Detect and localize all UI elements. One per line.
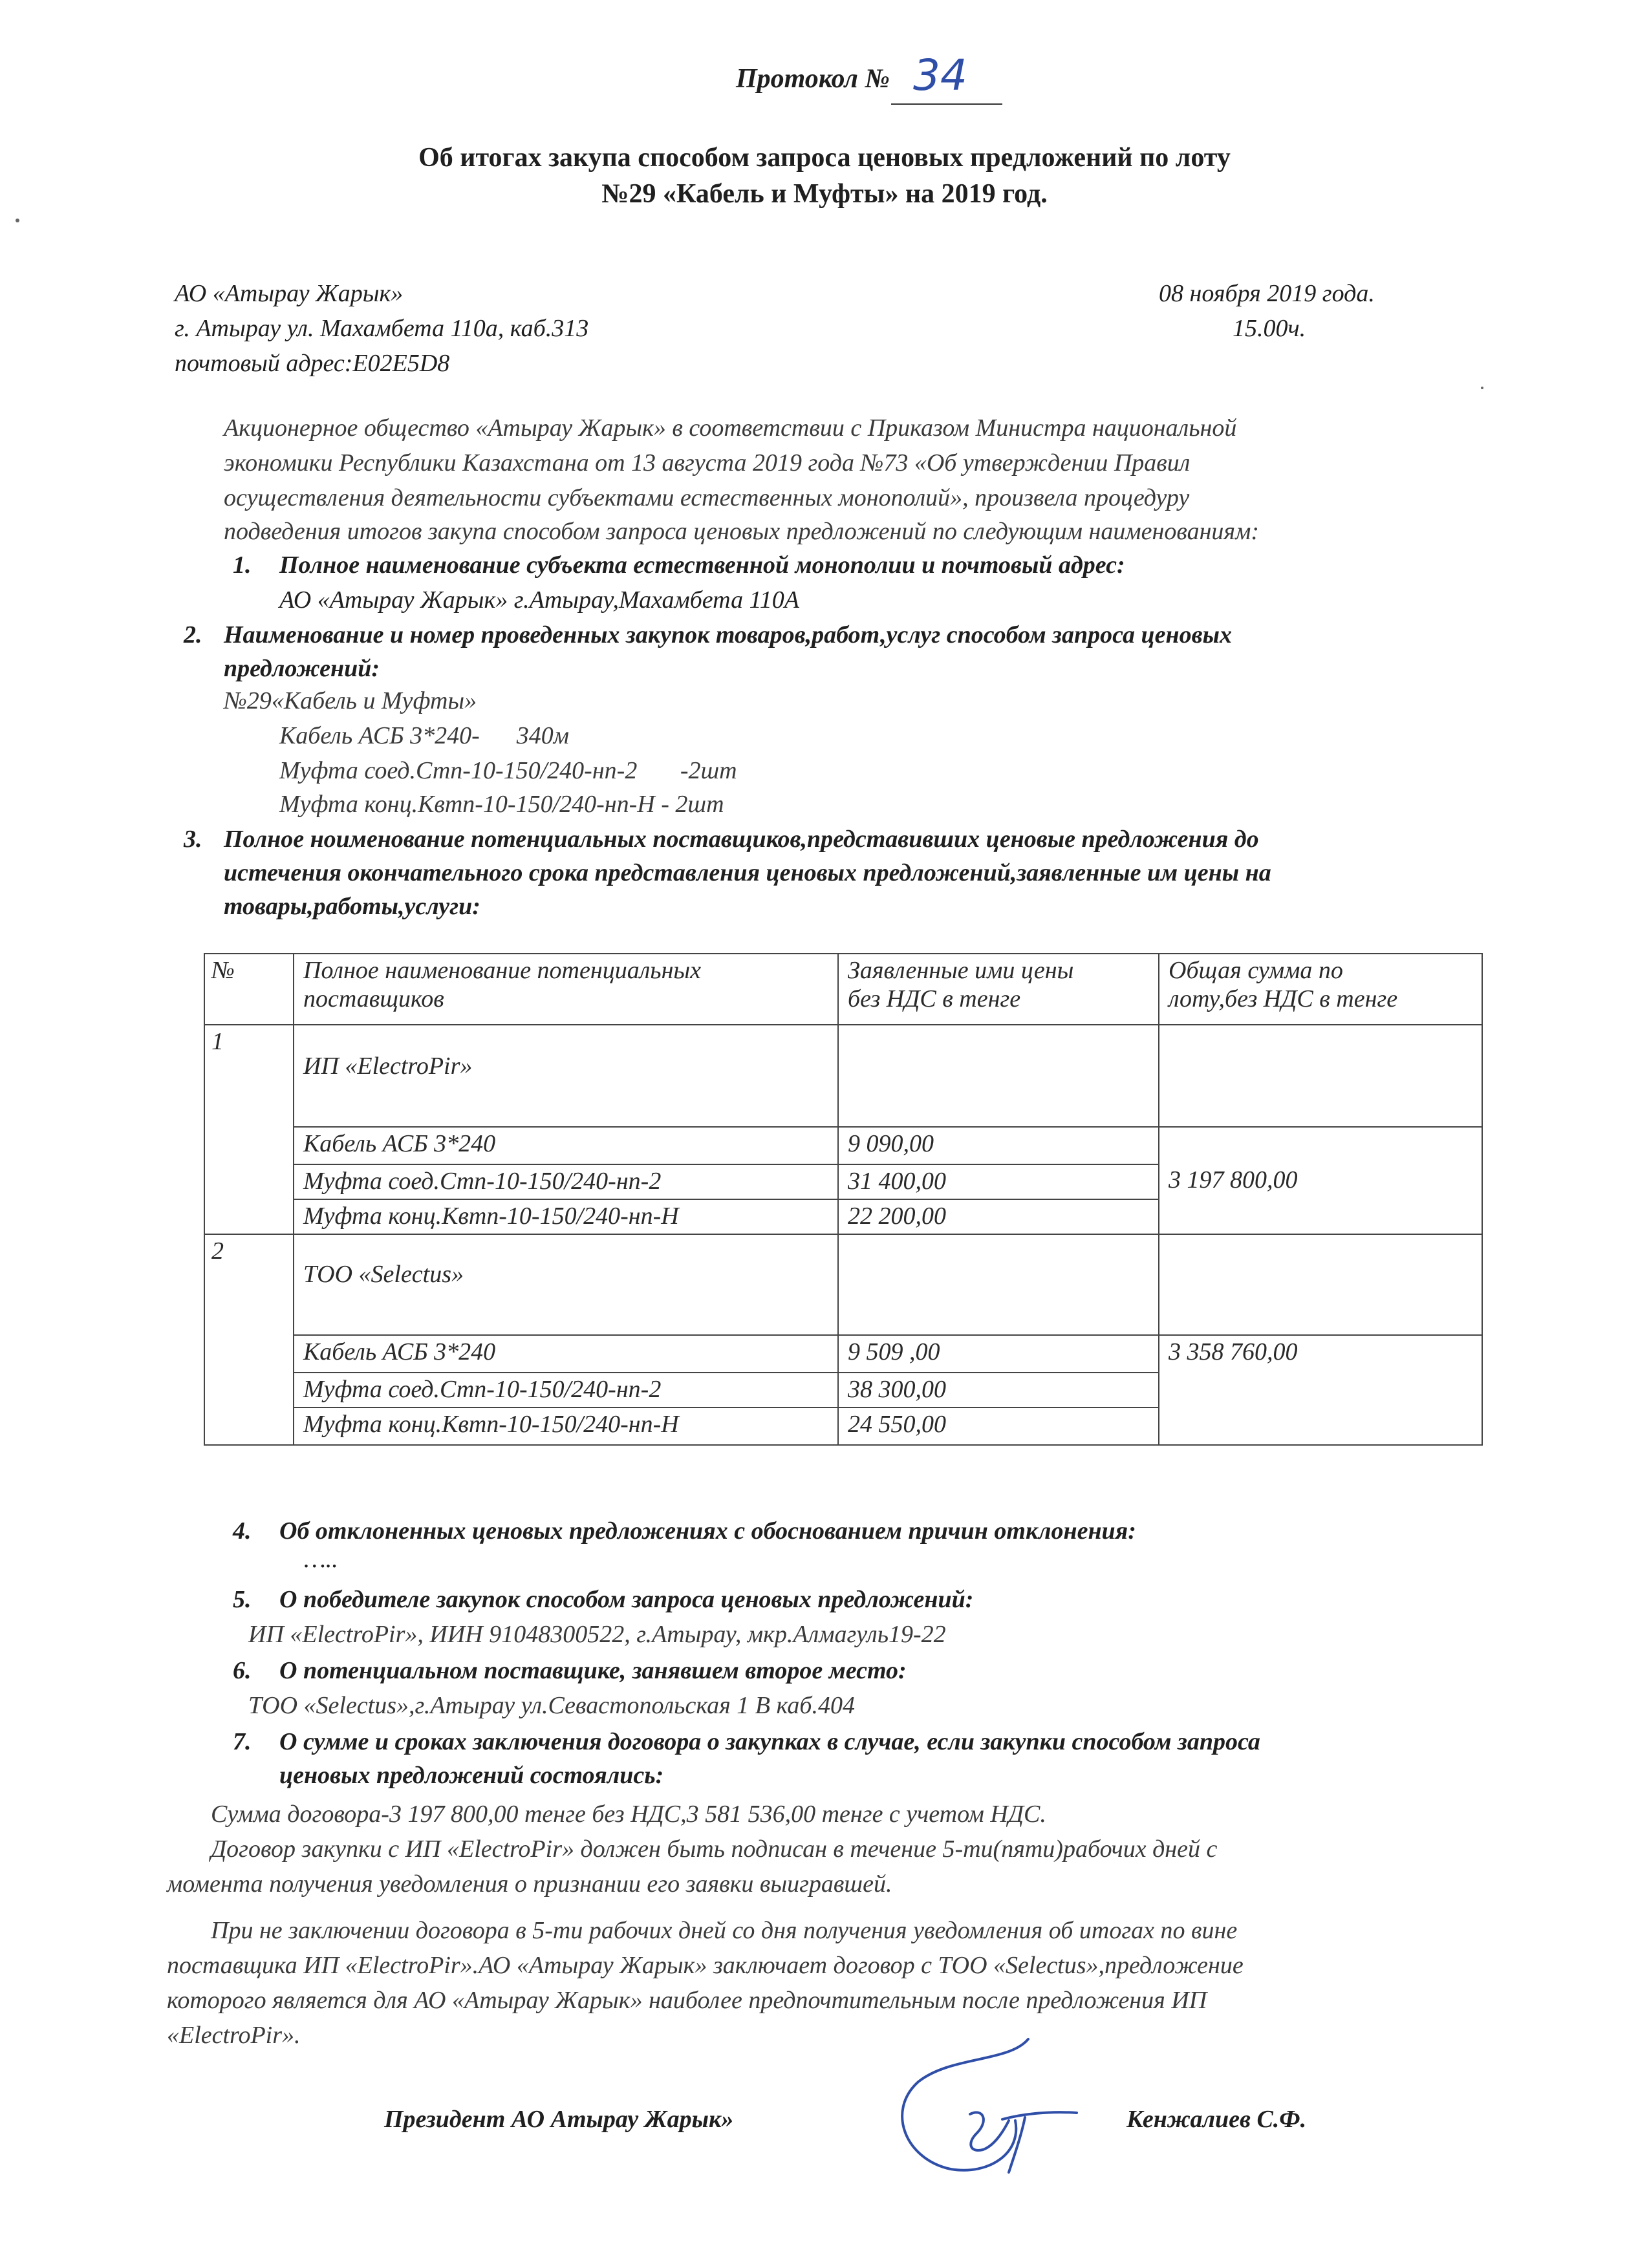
intro-line: подведения итогов закупа способом запроса ценовых предложений по следующим наименованиям: bbox=[224, 518, 1259, 545]
table-header-row bbox=[204, 954, 1482, 1025]
section-2-item: Муфта соед.Стп-10-150/240-нп-2 -2шт bbox=[279, 757, 737, 784]
document-title-line2: №29 «Кабель и Муфты» на 2019 год. bbox=[601, 179, 1048, 209]
section-2-lot: №29«Кабель и Муфты» bbox=[224, 687, 477, 714]
item-name: Кабель АСБ 3*240 bbox=[294, 1335, 838, 1373]
supplier-empty-total bbox=[1159, 1234, 1482, 1335]
header-total-line2: лоту,без НДС в тенге bbox=[1169, 985, 1398, 1012]
section-4-heading: Об отклоненных ценовых предложениях с обоснованием причин отклонения: bbox=[279, 1517, 1136, 1545]
protocol-label: Протокол № bbox=[736, 64, 890, 94]
section-1-body: АО «Атырау Жарык» г.Атырау,Махамбета 110А bbox=[279, 586, 799, 614]
closing-line: поставщика ИП «ElectroPir».АО «Атырау Жарык» заключает договор с ТОО «Selectus»,предложение bbox=[167, 1952, 1244, 1979]
section-5-heading: О победителе закупок способом запроса ценовых предложений: bbox=[279, 1586, 974, 1613]
section-6-body: ТОО «Selectus»,г.Атырау ул.Севастопольская 1 В каб.404 bbox=[248, 1692, 855, 1719]
item-name: Кабель АСБ 3*240 bbox=[294, 1127, 838, 1164]
org-postal: почтовый адрес:E02E5D8 bbox=[175, 350, 450, 377]
supplier-num: 1 bbox=[204, 1025, 294, 1234]
header-total-line1: Общая сумма по bbox=[1169, 957, 1343, 984]
document-title-line1: Об итогах закупа способом запроса ценовых предложений по лоту bbox=[418, 143, 1231, 173]
section-2-number: 2. bbox=[184, 621, 202, 648]
closing-line: момента получения уведомления о признании его заявки выигравшей. bbox=[167, 1870, 892, 1898]
closing-line: При не заключении договора в 5-ти рабочих дней со дня получения уведомления об итогах по вине bbox=[211, 1917, 1238, 1944]
section-5-body: ИП «ElectroPir», ИИН 91048300522, г.Атырау, мкр.Алмагуль19-22 bbox=[248, 1621, 946, 1648]
scan-speck bbox=[1481, 387, 1483, 389]
item-name: Муфта конц.Квтп-10-150/240-нп-Н bbox=[294, 1407, 838, 1445]
section-3-heading-line1: Полное ноименование потенциальных поставщиков,представивших ценовые предложения до bbox=[224, 826, 1259, 853]
supplier-empty-total bbox=[1159, 1025, 1482, 1127]
item-price: 31 400,00 bbox=[838, 1164, 1159, 1199]
closing-line: Договор закупки с ИП «ElectroPir» должен быть подписан в течение 5-ти(пяти)рабочих дней с bbox=[211, 1835, 1218, 1863]
table-row bbox=[204, 1335, 1482, 1373]
item-name: Муфта конц.Квтп-10-150/240-нп-Н bbox=[294, 1199, 838, 1234]
table-row bbox=[204, 1127, 1482, 1164]
supplier-total: 3 358 760,00 bbox=[1159, 1335, 1482, 1445]
item-name: Муфта соед.Стп-10-150/240-нп-2 bbox=[294, 1164, 838, 1199]
protocol-number: 34 bbox=[913, 50, 967, 100]
supplier-empty-price bbox=[838, 1025, 1159, 1127]
section-3-number: 3. bbox=[184, 826, 202, 853]
signatory-name: Кенжалиев С.Ф. bbox=[1126, 2106, 1307, 2133]
header-price-line1: Заявленные ими цены bbox=[848, 957, 1074, 984]
supplier-name: ТОО «Selectus» bbox=[294, 1234, 838, 1335]
section-1-heading: Полное наименование субъекта естественной монополии и почтовый адрес: bbox=[279, 551, 1125, 579]
supplier-total: 3 197 800,00 bbox=[1159, 1127, 1482, 1234]
supplier-name: ИП «ElectroPir» bbox=[294, 1025, 838, 1127]
section-5-number: 5. bbox=[233, 1586, 252, 1613]
supplier-empty-price bbox=[838, 1234, 1159, 1335]
meeting-time: 15.00ч. bbox=[1233, 315, 1306, 342]
section-1-number: 1. bbox=[233, 551, 252, 579]
header-supplier bbox=[294, 954, 838, 1025]
item-price: 9 090,00 bbox=[838, 1127, 1159, 1164]
item-price: 24 550,00 bbox=[838, 1407, 1159, 1445]
item-price: 22 200,00 bbox=[838, 1199, 1159, 1234]
section-2-heading-line1: Наименование и номер проведенных закупок товаров,работ,услуг способом запроса ценовых bbox=[224, 621, 1232, 648]
scan-speck bbox=[16, 219, 19, 222]
section-4-body: ….. bbox=[304, 1546, 338, 1573]
section-2-item: Кабель АСБ 3*240- 340м bbox=[279, 722, 570, 749]
header-supplier-line2: поставщиков bbox=[303, 985, 444, 1012]
table-row-supplier bbox=[204, 1025, 1482, 1127]
item-price: 38 300,00 bbox=[838, 1373, 1159, 1407]
section-3-heading-line3: товары,работы,услуги: bbox=[224, 893, 480, 920]
org-name: АО «Атырау Жарык» bbox=[175, 280, 404, 307]
protocol-number-underline bbox=[891, 103, 1002, 105]
header-total bbox=[1159, 954, 1482, 1025]
item-price: 9 509 ,00 bbox=[838, 1335, 1159, 1373]
section-6-number: 6. bbox=[233, 1657, 252, 1684]
section-2-heading-line2: предложений: bbox=[224, 655, 380, 682]
item-name: Муфта соед.Стп-10-150/240-нп-2 bbox=[294, 1373, 838, 1407]
offers-table bbox=[204, 953, 1483, 1446]
section-7-heading-line2: ценовых предложений состоялись: bbox=[279, 1762, 664, 1789]
section-7-heading-line1: О сумме и сроках заключения договора о закупках в случае, если закупки способом запроса bbox=[279, 1728, 1260, 1755]
intro-line: осуществления деятельности субъектами естественных монополий», произвела процедуру bbox=[224, 484, 1190, 511]
header-price bbox=[838, 954, 1159, 1025]
table-row-supplier bbox=[204, 1234, 1482, 1335]
section-7-number: 7. bbox=[233, 1728, 252, 1755]
header-price-line2: без НДС в тенге bbox=[848, 985, 1021, 1012]
intro-line: экономики Республики Казахстана от 13 августа 2019 года №73 «Об утверждении Правил bbox=[224, 449, 1191, 476]
closing-line: «ElectroPir». bbox=[167, 2022, 301, 2049]
supplier-num: 2 bbox=[204, 1234, 294, 1445]
section-3-heading-line2: истечения окончательного срока представления ценовых предложений,заявленные им цены на bbox=[224, 859, 1271, 886]
section-6-heading: О потенциальном поставщике, занявшем второе место: bbox=[279, 1657, 907, 1684]
section-4-number: 4. bbox=[233, 1517, 252, 1545]
header-supplier-line1: Полное наименование потенциальных bbox=[303, 957, 702, 984]
section-2-item: Муфта конц.Квтп-10-150/240-нп-Н - 2шт bbox=[279, 791, 724, 818]
intro-line: Акционерное общество «Атырау Жарык» в соответствии с Приказом Министра национальной bbox=[224, 414, 1237, 442]
header-num: № bbox=[204, 954, 294, 1025]
closing-line: которого является для АО «Атырау Жарык» наиболее предпочтительным после предложения ИП bbox=[167, 1987, 1207, 2014]
meeting-date: 08 ноября 2019 года. bbox=[1159, 280, 1375, 307]
closing-line: Сумма договора-3 197 800,00 тенге без НДС,3 581 536,00 тенге с учетом НДС. bbox=[211, 1801, 1046, 1828]
org-address: г. Атырау ул. Махамбета 110а, каб.313 bbox=[175, 315, 589, 342]
handwritten-signature bbox=[892, 2037, 1086, 2179]
signatory-position: Президент АО Атырау Жарык» bbox=[384, 2106, 734, 2133]
